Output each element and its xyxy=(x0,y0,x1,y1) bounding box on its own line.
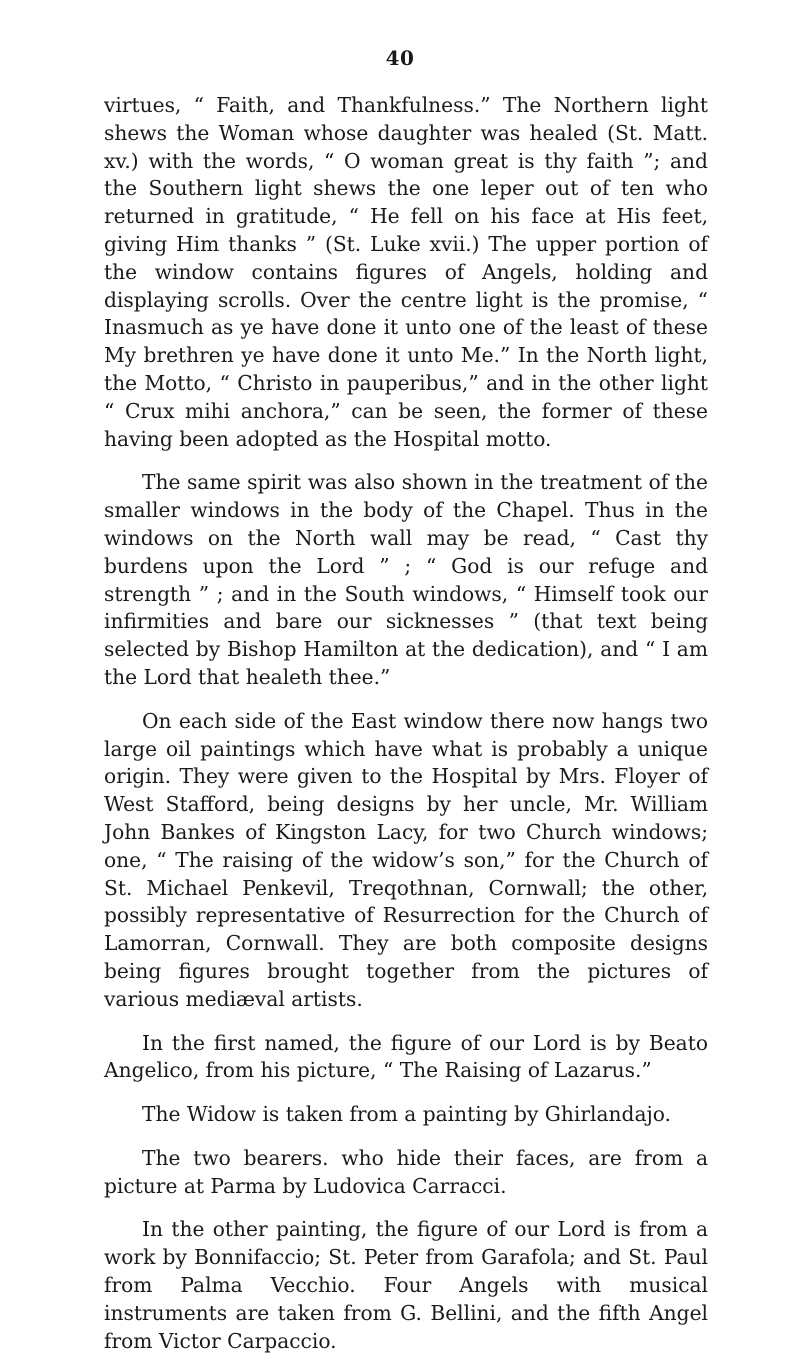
paragraph-first-painting: In the first named, the figure of our Lord is by Beato Angelico, from his picture, “ The Raising of Lazarus.” xyxy=(104,1030,708,1083)
paragraph-other-painting: In the other painting, the figure of our Lord is from a work by Bonnifaccio; St. Peter from Garafola; and St. Paul from Palma Vecchio. Four Angels with musical instruments are taken from G. Bellini, and the fifth Angel from Victor Carpaccio. xyxy=(104,1217,708,1353)
paragraph-window-virtues: virtues, “ Faith, and Thankfulness.” The Northern light shews the Woman whose daughter was healed (St. Matt. xv.) with the words, “ O woman great is thy faith ”; and the Southern light shews the one leper out of ten who returned in gratitude, “ He fell on his face at His feet, giving Him thanks ” (St. Luke xvii.) The upper portion of the window contains figures of Angels, holding and displaying scrolls. Over the centre light is the promise, “ Inasmuch as ye have done it unto one of the least of these My brethren ye have done it unto Me.” In the North light, the Motto, “ Christo in pauperibus,” and in the other light “ Crux mihi anchora,” can be seen, the former of these having been adopted as the Hospital motto. xyxy=(104,93,708,451)
body-text xyxy=(104,92,708,1371)
paragraph-oil-paintings: On each side of the East window there now hangs two large oil paintings which have what is probably a unique origin. They were given to the Hospital by Mrs. Floyer of West Stafford, being designs by her uncle, Mr. William John Bankes of Kingston Lacy, for two Church windows; one, “ The raising of the widow’s son,” for the Church of St. Michael Penkevil, Treqothnan, Cornwall; the other, possibly representative of Resurrection for the Church of Lamorran, Cornwall. They are both composite designs being figures brought together from the pictures of various mediæval artists. xyxy=(104,708,708,1011)
page-number: 40 xyxy=(385,46,415,70)
paragraph-smaller-windows: The same spirit was also shown in the treatment of the smaller windows in the body of the Chapel. Thus in the windows on the North wall may be read, “ Cast thy burdens upon the Lord ” ; “ God is our refuge and strength ” ; and in the South windows, “ Himself took our infirmities and bare our sicknesses ” (that text being selected by Bishop Hamilton at the dedication), and “ I am the Lord that healeth thee.” xyxy=(104,470,708,689)
paragraph-widow: The Widow is taken from a painting by Ghirlandajo. xyxy=(142,1102,671,1127)
paragraph-bearers: The two bearers. who hide their faces, are from a picture at Parma by Ludovica Carracci. xyxy=(104,1145,708,1198)
